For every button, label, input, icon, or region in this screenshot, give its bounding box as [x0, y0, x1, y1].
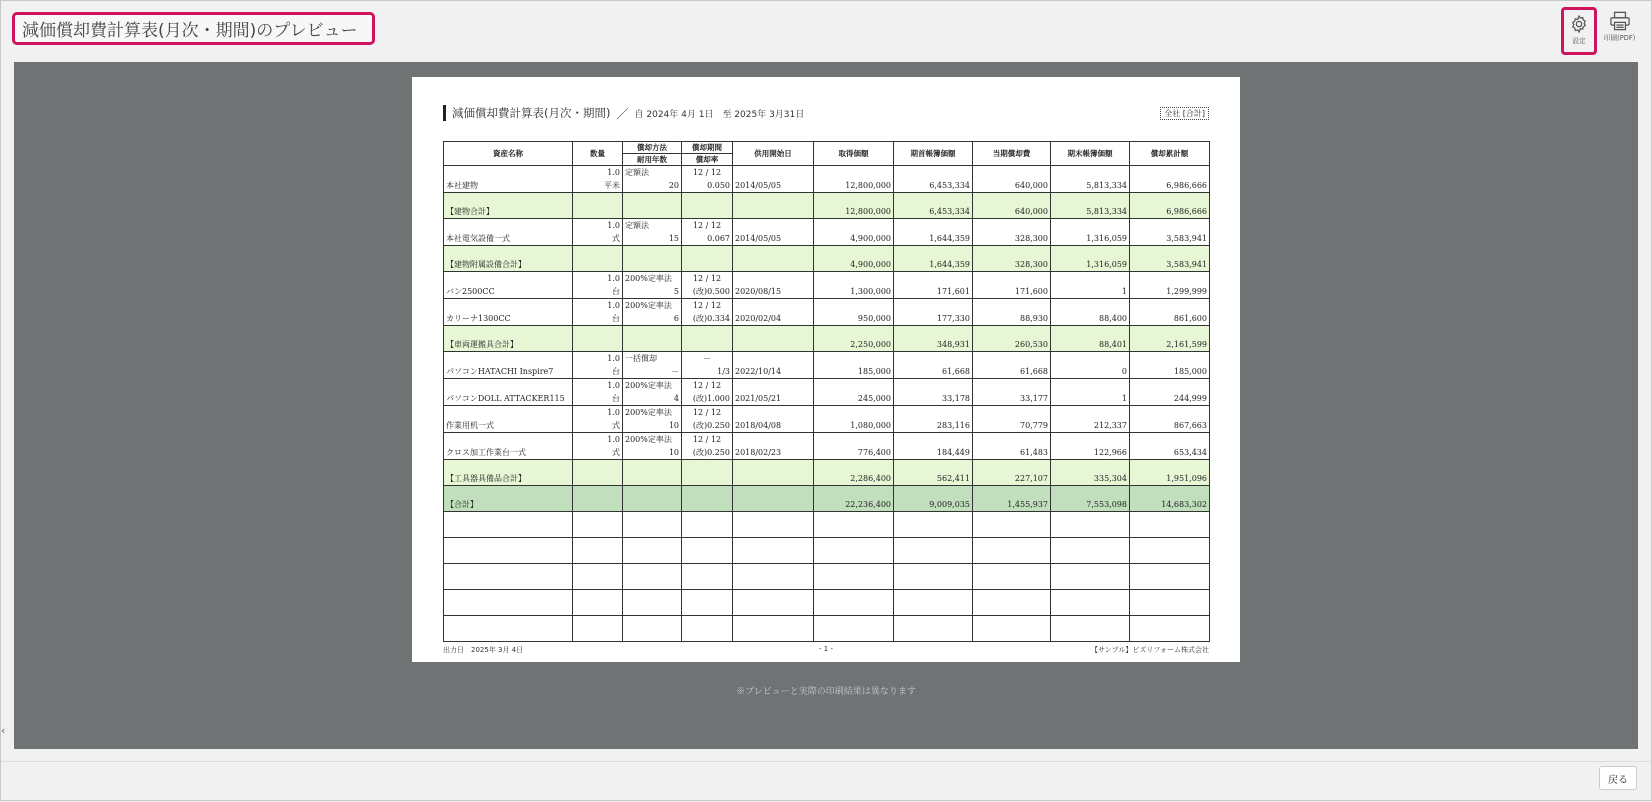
header-life: 耐用年数	[623, 154, 682, 166]
cell-dep-period-bottom: (改)0.250	[692, 421, 730, 430]
subtotal-row	[444, 193, 1210, 219]
empty-cell	[623, 616, 682, 642]
cell-dep-period	[682, 193, 733, 219]
preview-note: ※プレビューと実際の印刷結果は異なります	[736, 687, 916, 697]
header-name: 資産名称	[444, 142, 573, 166]
cell-dep-period-top: 12 / 12	[692, 168, 722, 177]
cell-current: 61,483	[973, 433, 1051, 460]
table-row	[444, 433, 1210, 460]
cell-start	[733, 486, 814, 512]
empty-cell	[444, 512, 573, 538]
cell-dep-period-bottom: 0.067	[707, 234, 730, 243]
cell-qty-bottom: 式	[612, 421, 620, 430]
print-pdf-label: 印刷(PDF)	[1604, 34, 1636, 42]
cell-method	[623, 299, 682, 326]
empty-cell	[1130, 512, 1210, 538]
cell-method-bottom: 20	[668, 181, 679, 190]
cell-opening: 9,009,035	[894, 486, 973, 512]
subtotal-row	[444, 326, 1210, 352]
header-qty: 数量	[573, 142, 623, 166]
cell-accumulated: 861,600	[1130, 299, 1210, 326]
cell-qty-top: 1.0	[607, 435, 620, 444]
cell-cost: 12,800,000	[814, 193, 894, 219]
cell-qty	[573, 219, 623, 246]
cell-opening: 6,453,334	[894, 166, 973, 193]
cell-method	[623, 433, 682, 460]
empty-cell	[1051, 512, 1130, 538]
table-body	[444, 166, 1210, 642]
cell-closing: 212,337	[1051, 406, 1130, 433]
cell-cost: 2,286,400	[814, 460, 894, 486]
empty-cell	[1051, 538, 1130, 564]
cell-current: 260,530	[973, 326, 1051, 352]
cell-closing: 88,401	[1051, 326, 1130, 352]
cell-accumulated: 6,986,666	[1130, 166, 1210, 193]
cell-qty-top: 1.0	[607, 274, 620, 283]
cell-cost: 1,080,000	[814, 406, 894, 433]
cell-dep-period-bottom: 1/3	[717, 367, 730, 376]
empty-cell	[444, 538, 573, 564]
empty-cell	[973, 538, 1051, 564]
subtotal-row	[444, 246, 1210, 272]
cell-name: カリーナ1300CC	[444, 299, 573, 326]
empty-cell	[814, 564, 894, 590]
cell-dep-period	[682, 352, 733, 379]
empty-cell	[1051, 564, 1130, 590]
empty-cell	[444, 616, 573, 642]
cell-accumulated: 6,986,666	[1130, 193, 1210, 219]
cell-closing: 7,553,098	[1051, 486, 1130, 512]
empty-cell	[814, 538, 894, 564]
table-row	[444, 379, 1210, 406]
cell-method	[623, 272, 682, 299]
empty-cell	[733, 564, 814, 590]
cell-current: 640,000	[973, 193, 1051, 219]
cell-qty-top: 1.0	[607, 301, 620, 310]
cell-name: 【工具器具備品合計】	[444, 460, 573, 486]
empty-cell	[1130, 590, 1210, 616]
empty-cell	[623, 564, 682, 590]
cell-method-top: 定額法	[625, 168, 649, 177]
cell-opening: 283,116	[894, 406, 973, 433]
cell-qty	[573, 406, 623, 433]
cell-method	[623, 219, 682, 246]
cell-closing: 1,316,059	[1051, 246, 1130, 272]
empty-row	[444, 538, 1210, 564]
cell-closing: 335,304	[1051, 460, 1130, 486]
empty-cell	[573, 512, 623, 538]
cell-name: パソコンHATACHI Inspire7	[444, 352, 573, 379]
cell-dep-period-top: 12 / 12	[692, 274, 722, 283]
cell-qty	[573, 379, 623, 406]
empty-cell	[894, 590, 973, 616]
cell-accumulated: 244,999	[1130, 379, 1210, 406]
cell-dep-period	[682, 219, 733, 246]
cell-accumulated: 2,161,599	[1130, 326, 1210, 352]
cell-dep-period-top: 12 / 12	[692, 301, 722, 310]
empty-cell	[894, 512, 973, 538]
cell-name: 本社建物	[444, 166, 573, 193]
cell-qty-top: 1.0	[607, 408, 620, 417]
header-rate: 償却率	[682, 154, 733, 166]
cell-current: 33,177	[973, 379, 1051, 406]
cell-method-top: 200%定率法	[625, 301, 672, 310]
table-row	[444, 219, 1210, 246]
empty-row	[444, 564, 1210, 590]
cell-current: 70,779	[973, 406, 1051, 433]
cell-current: 1,455,937	[973, 486, 1051, 512]
scope-badge: 全社 [合計]	[1160, 107, 1209, 120]
back-button[interactable]: 戻る	[1599, 766, 1637, 790]
cell-method	[623, 460, 682, 486]
cell-accumulated: 653,434	[1130, 433, 1210, 460]
header-current: 当期償却費	[973, 142, 1051, 166]
document-footer	[443, 645, 1209, 655]
cell-dep-period	[682, 166, 733, 193]
cell-current: 88,930	[973, 299, 1051, 326]
title-separator: ／	[616, 106, 629, 121]
empty-row	[444, 590, 1210, 616]
cell-method-bottom: 10	[668, 448, 679, 457]
cell-accumulated: 14,683,302	[1130, 486, 1210, 512]
cell-dep-period	[682, 272, 733, 299]
cell-qty-bottom: 台	[612, 394, 620, 403]
cell-dep-period-bottom: (改)0.334	[692, 314, 730, 323]
cell-current: 640,000	[973, 166, 1051, 193]
cell-method	[623, 193, 682, 219]
cell-dep-period-bottom: 0.050	[707, 181, 730, 190]
empty-cell	[682, 512, 733, 538]
cell-current: 61,668	[973, 352, 1051, 379]
empty-cell	[733, 616, 814, 642]
cell-dep-period	[682, 486, 733, 512]
cell-cost: 245,000	[814, 379, 894, 406]
cell-accumulated: 867,663	[1130, 406, 1210, 433]
cell-accumulated: 1,951,096	[1130, 460, 1210, 486]
company-name: 【サンプル】ビズリフォーム株式会社	[1090, 646, 1209, 654]
cell-dep-period-top: 12 / 12	[692, 221, 722, 230]
cell-name: パソコンDOLL ATTACKER115	[444, 379, 573, 406]
cell-name: 【合計】	[444, 486, 573, 512]
cell-accumulated: 1,299,999	[1130, 272, 1210, 299]
cell-dep-period	[682, 326, 733, 352]
cell-opening: 6,453,334	[894, 193, 973, 219]
cell-dep-period	[682, 406, 733, 433]
window-title: 減価償却費計算表(月次・期間)のプレビュー	[12, 12, 375, 45]
cell-name: 【建物合計】	[444, 193, 573, 219]
page-number: - 1 -	[819, 645, 833, 653]
empty-cell	[682, 538, 733, 564]
header-closing: 期末帳簿価額	[1051, 142, 1130, 166]
cell-qty-top: 1.0	[607, 168, 620, 177]
cell-method-bottom: －	[671, 367, 679, 376]
empty-cell	[973, 590, 1051, 616]
cell-method-top: 200%定率法	[625, 274, 672, 283]
cell-cost: 950,000	[814, 299, 894, 326]
settings-label: 設定	[1572, 37, 1586, 45]
side-toggle-button[interactable]: ‹	[1, 724, 6, 737]
empty-cell	[682, 564, 733, 590]
output-date: 出力日 2025年 3月 4日	[443, 646, 524, 654]
cell-start: 2018/02/23	[733, 433, 814, 460]
cell-cost: 776,400	[814, 433, 894, 460]
cell-qty	[573, 299, 623, 326]
empty-cell	[894, 616, 973, 642]
cell-method	[623, 379, 682, 406]
cell-current: 171,600	[973, 272, 1051, 299]
empty-row	[444, 616, 1210, 642]
cell-method-top: 200%定率法	[625, 435, 672, 444]
cell-qty	[573, 193, 623, 219]
cell-accumulated: 3,583,941	[1130, 219, 1210, 246]
cell-qty-bottom: 台	[612, 314, 620, 323]
document-page	[412, 77, 1240, 662]
cell-cost: 4,900,000	[814, 219, 894, 246]
cell-method-bottom: 4	[673, 394, 679, 403]
cell-opening: 348,931	[894, 326, 973, 352]
subtotal-row	[444, 460, 1210, 486]
empty-cell	[682, 616, 733, 642]
empty-cell	[1130, 616, 1210, 642]
empty-cell	[682, 590, 733, 616]
empty-cell	[733, 512, 814, 538]
empty-cell	[814, 616, 894, 642]
cell-start: 2020/08/15	[733, 272, 814, 299]
cell-qty-top: 1.0	[607, 354, 620, 363]
table-row	[444, 272, 1210, 299]
table-header	[444, 142, 1210, 166]
empty-cell	[444, 564, 573, 590]
table-row	[444, 352, 1210, 379]
cell-start: 2014/05/05	[733, 219, 814, 246]
cell-dep-period-bottom: (改)0.500	[692, 287, 730, 296]
table-row	[444, 299, 1210, 326]
empty-cell	[573, 616, 623, 642]
cell-qty	[573, 460, 623, 486]
cell-closing: 88,400	[1051, 299, 1130, 326]
cell-qty	[573, 352, 623, 379]
empty-cell	[733, 590, 814, 616]
empty-cell	[573, 590, 623, 616]
cell-start: 2021/05/21	[733, 379, 814, 406]
cell-start	[733, 246, 814, 272]
cell-dep-period-bottom: (改)1.000	[692, 394, 730, 403]
cell-closing: 1,316,059	[1051, 219, 1130, 246]
empty-row	[444, 512, 1210, 538]
header-accumulated: 償却累計額	[1130, 142, 1210, 166]
cell-method-bottom: 5	[673, 287, 679, 296]
cell-dep-period	[682, 433, 733, 460]
cell-accumulated: 185,000	[1130, 352, 1210, 379]
cell-opening: 33,178	[894, 379, 973, 406]
cell-method-bottom: 15	[668, 234, 679, 243]
cell-start: 2022/10/14	[733, 352, 814, 379]
empty-cell	[973, 512, 1051, 538]
cell-method-top: 200%定率法	[625, 381, 672, 390]
empty-cell	[623, 538, 682, 564]
total-row	[444, 486, 1210, 512]
cell-method	[623, 352, 682, 379]
empty-cell	[894, 538, 973, 564]
cell-name: 本社電気設備一式	[444, 219, 573, 246]
empty-cell	[973, 564, 1051, 590]
cell-qty-bottom: 式	[612, 234, 620, 243]
cell-qty-bottom: 台	[612, 287, 620, 296]
depreciation-table	[443, 141, 1210, 642]
cell-dep-period-top: 12 / 12	[692, 435, 722, 444]
cell-cost: 4,900,000	[814, 246, 894, 272]
empty-cell	[894, 564, 973, 590]
cell-dep-period	[682, 246, 733, 272]
cell-method-top: 200%定率法	[625, 408, 672, 417]
empty-cell	[1130, 538, 1210, 564]
cell-start: 2018/04/08	[733, 406, 814, 433]
cell-closing: 0	[1051, 352, 1130, 379]
cell-qty-bottom: 台	[612, 367, 620, 376]
document-title: 減価償却費計算表(月次・期間)	[452, 106, 611, 120]
cell-name: 作業用机一式	[444, 406, 573, 433]
cell-qty	[573, 433, 623, 460]
cell-start	[733, 326, 814, 352]
cell-qty-bottom: 平米	[604, 181, 620, 190]
empty-cell	[623, 590, 682, 616]
cell-qty-top: 1.0	[607, 221, 620, 230]
print-pdf-button[interactable]	[1599, 7, 1641, 55]
cell-closing: 5,813,334	[1051, 193, 1130, 219]
cell-method-bottom: 6	[673, 314, 679, 323]
cell-name: バン2500CC	[444, 272, 573, 299]
cell-cost: 12,800,000	[814, 166, 894, 193]
cell-qty-bottom: 式	[612, 448, 620, 457]
cell-cost: 1,300,000	[814, 272, 894, 299]
cell-cost: 22,236,400	[814, 486, 894, 512]
cell-closing: 5,813,334	[1051, 166, 1130, 193]
cell-opening: 184,449	[894, 433, 973, 460]
cell-accumulated: 3,583,941	[1130, 246, 1210, 272]
cell-dep-period-top: 12 / 12	[692, 408, 722, 417]
cell-closing: 1	[1051, 272, 1130, 299]
table-row	[444, 166, 1210, 193]
cell-method	[623, 326, 682, 352]
cell-qty	[573, 326, 623, 352]
cell-opening: 562,411	[894, 460, 973, 486]
cell-start: 2020/02/04	[733, 299, 814, 326]
cell-qty-top: 1.0	[607, 381, 620, 390]
cell-qty	[573, 486, 623, 512]
document-header	[443, 105, 1209, 121]
cell-dep-period	[682, 379, 733, 406]
cell-dep-period	[682, 299, 733, 326]
table-row	[444, 406, 1210, 433]
empty-cell	[1051, 616, 1130, 642]
cell-name: 【建物附属設備合計】	[444, 246, 573, 272]
header-cost: 取得価額	[814, 142, 894, 166]
cell-opening: 1,644,359	[894, 246, 973, 272]
cell-qty	[573, 246, 623, 272]
cell-current: 328,300	[973, 246, 1051, 272]
cell-qty	[573, 272, 623, 299]
cell-method-top: 一括償却	[625, 354, 657, 363]
cell-cost: 2,250,000	[814, 326, 894, 352]
header-opening: 期首帳簿価額	[894, 142, 973, 166]
cell-start	[733, 460, 814, 486]
cell-start	[733, 193, 814, 219]
cell-cost: 185,000	[814, 352, 894, 379]
cell-method	[623, 166, 682, 193]
cell-opening: 61,668	[894, 352, 973, 379]
empty-cell	[1051, 590, 1130, 616]
cell-current: 227,107	[973, 460, 1051, 486]
gear-icon	[1569, 14, 1589, 34]
cell-name: 【車両運搬具合計】	[444, 326, 573, 352]
cell-opening: 1,644,359	[894, 219, 973, 246]
cell-qty	[573, 166, 623, 193]
bottom-bar	[1, 761, 1651, 802]
cell-method	[623, 486, 682, 512]
empty-cell	[623, 512, 682, 538]
header-dep-period: 償却期間	[682, 142, 733, 154]
empty-cell	[1130, 564, 1210, 590]
empty-cell	[733, 538, 814, 564]
empty-cell	[444, 590, 573, 616]
cell-opening: 177,330	[894, 299, 973, 326]
printer-icon	[1609, 11, 1631, 31]
cell-dep-period-bottom: (改)0.250	[692, 448, 730, 457]
document-period: 自 2024年 4月 1日 至 2025年 3月31日	[634, 109, 805, 120]
cell-dep-period-top: 12 / 12	[692, 381, 722, 390]
cell-dep-period-top: －	[703, 354, 711, 363]
cell-closing: 1	[1051, 379, 1130, 406]
cell-closing: 122,966	[1051, 433, 1130, 460]
cell-current: 328,300	[973, 219, 1051, 246]
empty-cell	[814, 590, 894, 616]
cell-start: 2014/05/05	[733, 166, 814, 193]
cell-name: クロス加工作業台一式	[444, 433, 573, 460]
settings-button[interactable]	[1561, 7, 1597, 55]
cell-method-bottom: 10	[668, 421, 679, 430]
header-method: 償却方法	[623, 142, 682, 154]
empty-cell	[573, 564, 623, 590]
cell-method	[623, 406, 682, 433]
cell-opening: 171,601	[894, 272, 973, 299]
empty-cell	[973, 616, 1051, 642]
empty-cell	[814, 512, 894, 538]
empty-cell	[573, 538, 623, 564]
cell-method	[623, 246, 682, 272]
cell-method-top: 定額法	[625, 221, 649, 230]
cell-dep-period	[682, 460, 733, 486]
header-start: 供用開始日	[733, 142, 814, 166]
